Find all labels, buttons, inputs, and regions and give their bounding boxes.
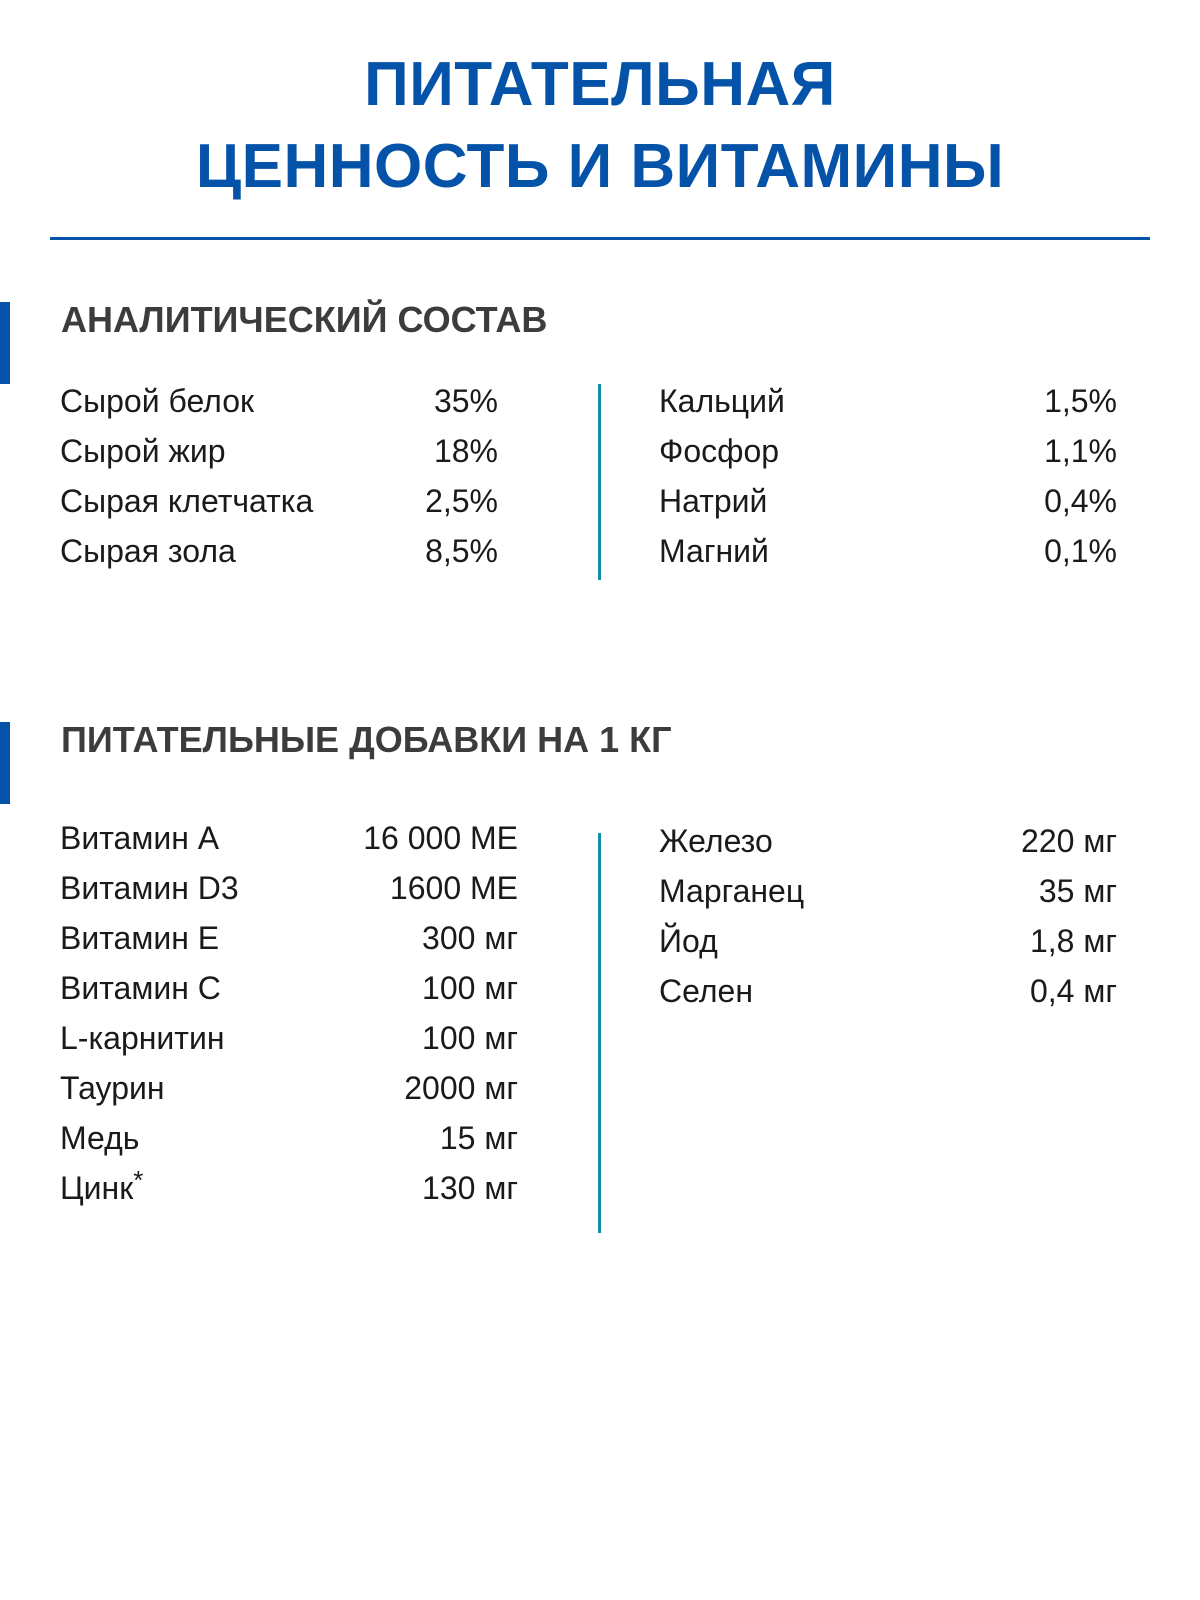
additive-name: L-карнитин	[60, 1020, 225, 1056]
additives-heading: ПИТАТЕЛЬНЫЕ ДОБАВКИ НА 1 КГ	[61, 719, 672, 760]
additive-row	[659, 866, 1117, 916]
column-divider	[598, 384, 601, 580]
analytical-right-column	[659, 376, 1117, 576]
additive-value: 16 000 МЕ	[363, 820, 518, 856]
nutrient-row	[659, 526, 1117, 576]
nutrient-value: 0,4%	[1044, 483, 1117, 519]
additive-row	[60, 1163, 518, 1213]
nutrient-name: Натрий	[659, 483, 768, 519]
additive-value: 35 мг	[1038, 873, 1117, 909]
additive-row	[60, 1013, 518, 1063]
nutrient-row	[60, 526, 498, 576]
nutrient-value: 1,1%	[1044, 433, 1117, 469]
nutrient-row	[659, 376, 1117, 426]
additive-row	[60, 1113, 518, 1163]
additives-left-column	[60, 813, 518, 1213]
additive-value: 100 мг	[422, 1020, 518, 1056]
additive-name: Цинк	[60, 1170, 134, 1206]
column-divider	[598, 833, 601, 1233]
additive-name: Йод	[659, 923, 718, 959]
additive-value: 15 мг	[439, 1120, 518, 1156]
nutrient-value: 1,5%	[1044, 383, 1117, 419]
page-title-line-1: ПИТАТЕЛЬНАЯ	[364, 50, 836, 119]
title-divider	[50, 237, 1150, 240]
additive-row	[60, 1063, 518, 1113]
additive-row	[60, 963, 518, 1013]
nutrient-name: Сырая зола	[60, 533, 236, 569]
additive-value: 1600 МЕ	[389, 870, 518, 906]
additive-value: 300 мг	[422, 920, 518, 956]
footnote-asterisk-icon: *	[133, 1165, 144, 1195]
nutrient-row	[60, 376, 498, 426]
additive-value: 0,4 мг	[1029, 973, 1117, 1009]
nutrient-name: Сырой жир	[60, 433, 226, 469]
additive-name: Витамин A	[60, 820, 220, 856]
analytical-left-column	[60, 376, 498, 576]
additive-row	[659, 816, 1117, 866]
nutrient-value: 35%	[433, 383, 498, 419]
nutrient-name: Магний	[659, 533, 769, 569]
nutrient-row	[659, 426, 1117, 476]
additive-value: 1,8 мг	[1029, 923, 1117, 959]
nutrient-name: Фосфор	[659, 433, 780, 469]
additive-name: Железо	[659, 823, 773, 859]
nutrient-name: Сырая клетчатка	[60, 483, 314, 519]
nutrient-value: 8,5%	[425, 533, 498, 569]
additive-value: 2000 мг	[404, 1070, 518, 1106]
additive-row	[60, 913, 518, 963]
additive-name: Витамин E	[60, 920, 220, 956]
additive-row	[659, 966, 1117, 1016]
section-accent-bar	[0, 302, 10, 384]
additive-value: 130 мг	[422, 1170, 518, 1206]
section-accent-bar	[0, 722, 10, 804]
additive-name: Таурин	[60, 1070, 165, 1106]
additive-name: Марганец	[659, 873, 805, 909]
additives-right-column	[659, 816, 1117, 1016]
nutrient-value: 0,1%	[1044, 533, 1117, 569]
additive-row	[659, 916, 1117, 966]
additive-value: 220 мг	[1021, 823, 1117, 859]
additive-row	[60, 813, 518, 863]
page-title-line-2: ЦЕННОСТЬ И ВИТАМИНЫ	[195, 132, 1005, 201]
analytical-heading: АНАЛИТИЧЕСКИЙ СОСТАВ	[61, 299, 548, 340]
additive-name: Витамин D3	[60, 870, 239, 906]
nutrient-row	[659, 476, 1117, 526]
additive-name: Селен	[659, 973, 753, 1009]
nutrient-row	[60, 426, 498, 476]
page-title	[0, 44, 1200, 208]
nutrient-row	[60, 476, 498, 526]
additive-name-with-footnote	[60, 1163, 143, 1213]
additive-value: 100 мг	[422, 970, 518, 1006]
nutrient-value: 18%	[433, 433, 498, 469]
nutrient-value: 2,5%	[425, 483, 498, 519]
additive-name: Медь	[60, 1120, 140, 1156]
additive-row	[60, 863, 518, 913]
additive-name: Витамин C	[60, 970, 221, 1006]
nutrient-name: Сырой белок	[60, 383, 254, 419]
nutrient-name: Кальций	[659, 383, 785, 419]
